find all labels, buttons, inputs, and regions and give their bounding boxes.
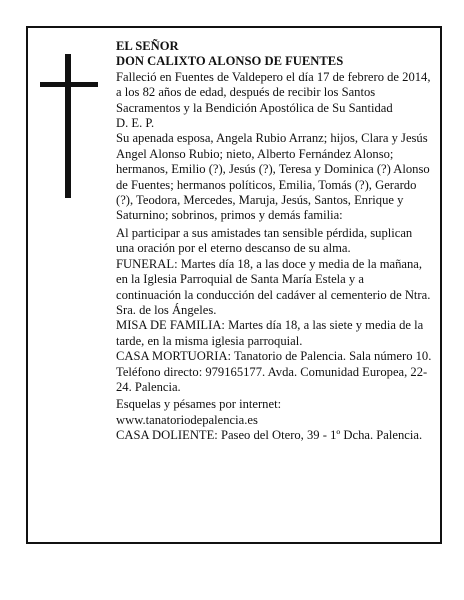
funeral-paragraph: FUNERAL: Martes día 18, a las doce y media de la mañana, en la Iglesia Parroquial de Santa María Estela y a continuación la conducción del cadáver al cementerio de Ntra. Sra. de los Ángeles. [116,256,431,317]
cross-vertical-bar [65,54,71,198]
title-line-1: EL SEÑOR [116,39,179,53]
rip-line: D. E. P. [116,116,155,131]
obituary-text [116,39,432,444]
family-paragraph: Su apenada esposa, Angela Rubio Arranz; hijos, Clara y Jesús Angel Alonso Rubio; nieto, Alberto Fernández Alonso; hermanos, Emilio (?), Jesús (?), Teresa y Dominica (?) Alonso de Fuentes; hermanos políticos, Emilia, Tomás (?), Gerardo (?), Teodora, Mercedes, Maruja, Jesús, Santos, Enrique y Saturnino; sobrinos, primos y demás familia: [116,131,430,223]
request-paragraph: Al participar a sus amistades tan sensible pérdida, suplican una oración por el eterno descanso de su alma. [116,225,413,256]
funeral-home-paragraph: CASA MORTUORIA: Tanatorio de Palencia. Sala número 10. Teléfono directo: 979165177. Avda. Comunidad Europea, 22-24. Palencia. [116,349,432,394]
latin-cross-icon [40,54,98,198]
death-paragraph: Falleció en Fuentes de Valdepero el día 17 de febrero de 2014, a los 82 años de edad, después de recibir los Santos Sacramentos y la Bendición Apostólica de Su Santidad [116,69,431,115]
condolences-line: Esquelas y pésames por internet: [116,397,282,412]
website-link[interactable]: www.tanatoriodepalencia.es [116,412,258,427]
grieving-house-paragraph: CASA DOLIENTE: Paseo del Otero, 39 - 1º Dcha. Palencia. [116,428,423,443]
cross-horizontal-bar [40,82,98,87]
family-mass-paragraph: MISA DE FAMILIA: Martes día 18, a las siete y media de la tarde, en la misma iglesia parroquial. [116,318,424,348]
deceased-name: DON CALIXTO ALONSO DE FUENTES [116,54,344,69]
